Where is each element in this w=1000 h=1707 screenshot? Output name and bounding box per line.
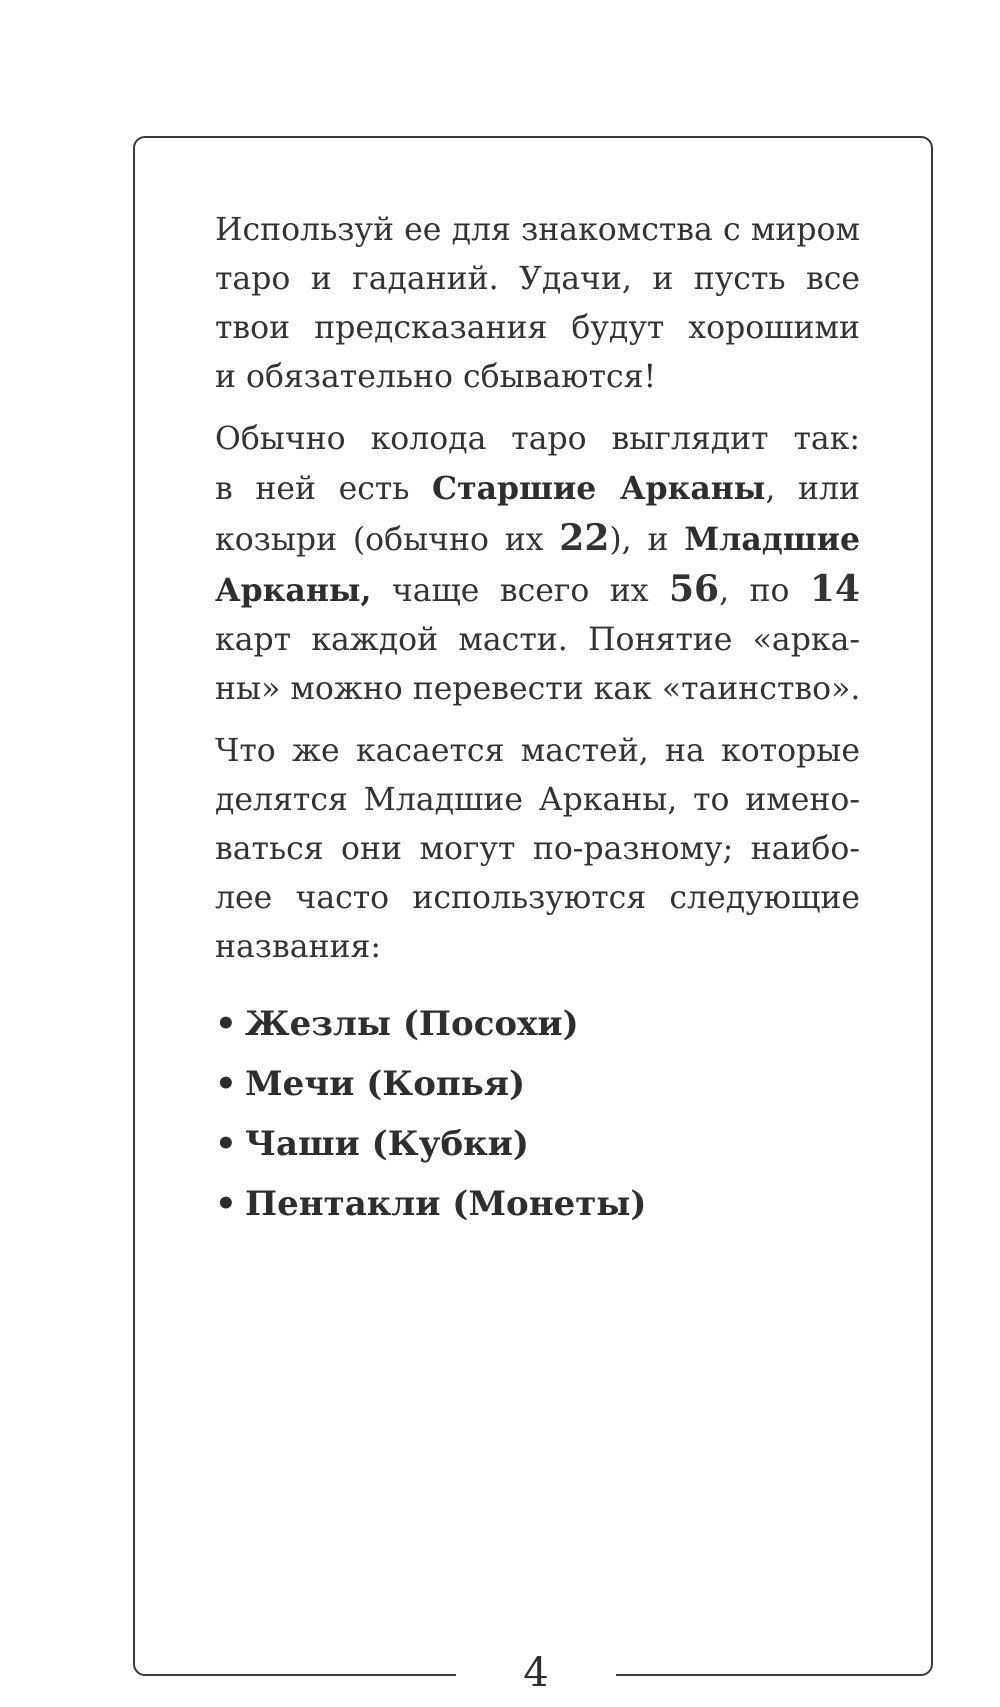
minor-arcana-term: Младшие [684, 521, 860, 558]
major-arcana-count: 22 [559, 517, 610, 559]
text-line: карт каждой масти. Понятие «арка- [215, 622, 860, 658]
text-line: названия: [215, 929, 381, 965]
text-line: и обязательно сбываются! [215, 359, 657, 395]
bullet-icon: • [215, 1004, 237, 1044]
page-content [215, 206, 860, 1234]
text-segment: в ней есть [215, 471, 433, 507]
suit-name: Пентакли (Монеты) [245, 1184, 647, 1224]
suit-name: Мечи (Копья) [245, 1064, 526, 1104]
text-line: лее часто используются следующие [215, 880, 860, 916]
text-line: ны» можно перевести как «таинство». [215, 671, 861, 707]
text-segment: , или [765, 471, 860, 507]
text-line: твои предсказания будут хорошими [215, 310, 860, 346]
list-item [215, 1054, 860, 1114]
page-number: 4 [523, 1650, 549, 1696]
text-line: Используй ее для знакомства с миром [215, 212, 860, 248]
text-segment: ), и [609, 522, 685, 558]
bullet-icon: • [215, 1124, 237, 1164]
minor-arcana-count: 56 [668, 568, 720, 610]
bullet-icon: • [215, 1184, 237, 1224]
text-line: таро и гаданий. Удачи, и пусть все [215, 261, 860, 297]
cards-per-suit-count: 14 [809, 568, 860, 610]
text-segment: чаще всего их [371, 573, 669, 609]
list-item [215, 994, 860, 1054]
paragraph-deck [215, 415, 860, 714]
text-line [215, 464, 860, 514]
text-line: Что же касается мастей, на которые [215, 733, 860, 769]
list-item [215, 1174, 860, 1234]
bullet-icon: • [215, 1064, 237, 1104]
text-segment: , по [719, 573, 810, 609]
text-segment: козыри (обычно их [215, 522, 560, 558]
text-line: делятся Младшие Арканы, то имено- [215, 782, 860, 818]
text-line: ваться они могут по-разному; наибо- [215, 831, 860, 867]
suit-name: Жезлы (Посохи) [245, 1004, 579, 1044]
list-item [215, 1114, 860, 1174]
paragraph-intro [215, 206, 860, 402]
text-line: Обычно колода таро выглядит так: [215, 421, 860, 457]
suits-list [215, 994, 860, 1234]
text-line [215, 565, 860, 616]
suit-name: Чаши (Кубки) [245, 1124, 529, 1164]
text-line [215, 514, 860, 565]
minor-arcana-term: Арканы, [215, 572, 372, 609]
paragraph-suits [215, 727, 860, 972]
major-arcana-term: Старшие Арканы [432, 470, 766, 507]
